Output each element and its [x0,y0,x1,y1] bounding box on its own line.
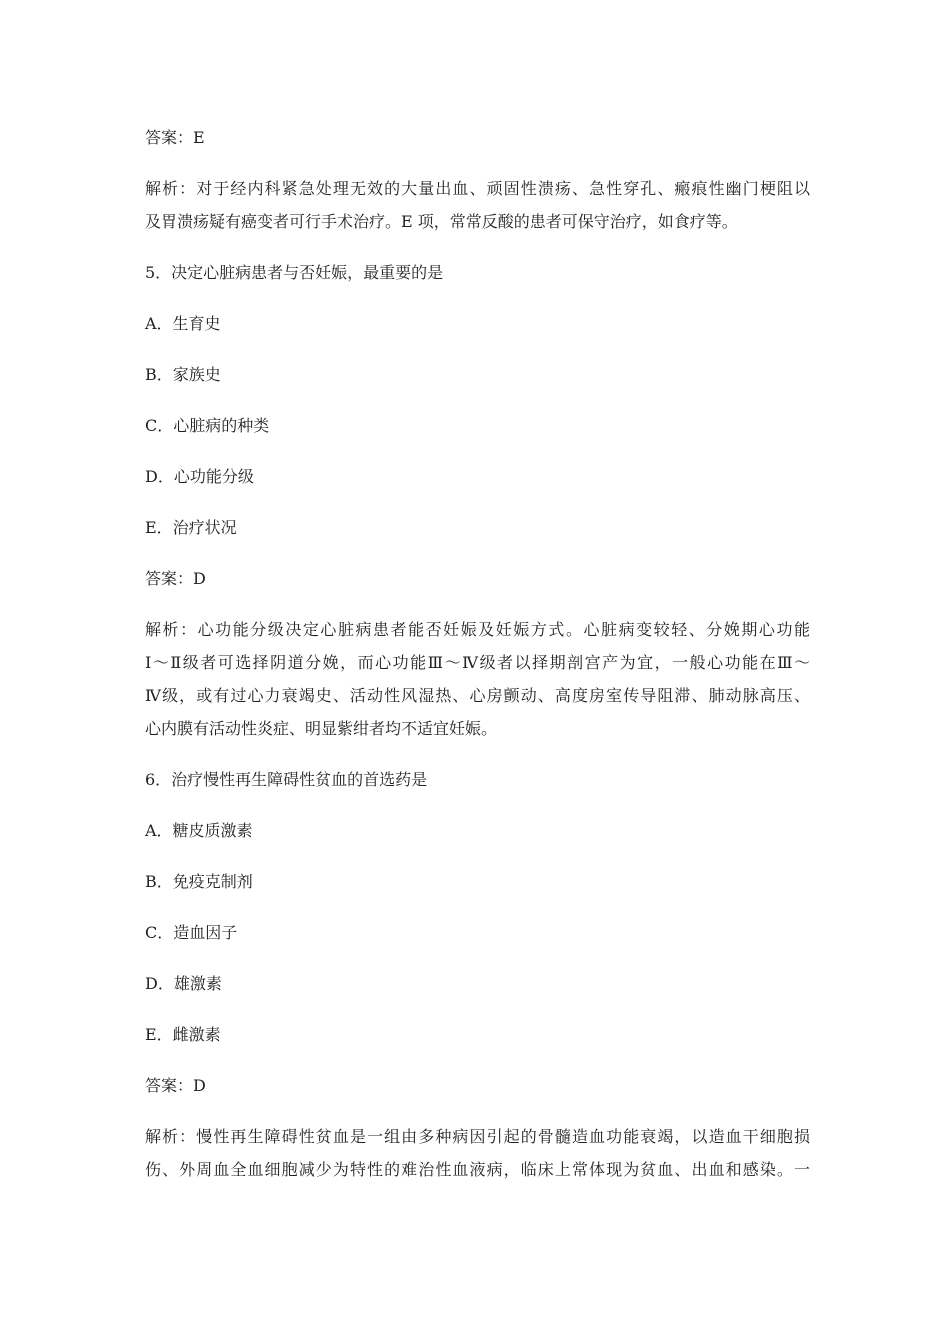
q6-analysis-line-1: 解析：慢性再生障碍性贫血是一组由多种病因引起的骨髓造血功能衰竭，以造血干细胞损 [145,1127,810,1146]
q5-option-e: E．治疗状况 [145,518,237,537]
q4-analysis-line-2: 及胃溃疡疑有癌变者可行手术治疗。E 项，常常反酸的患者可保守治疗，如食疗等。 [145,212,738,231]
q5-analysis-line-4: 心内膜有活动性炎症、明显紫绀者均不适宜妊娠。 [145,719,498,738]
q5-analysis [145,613,810,745]
q6-analysis-line-2: 伤、外周血全血细胞减少为特性的难治性血液病，临床上常体现为贫血、出血和感染。一 [145,1160,810,1179]
q5-analysis-line-2: Ⅰ～Ⅱ级者可选择阴道分娩，而心功能Ⅲ～Ⅳ级者以择期剖宫产为宜，一般心功能在Ⅲ～ [145,653,810,672]
q5-option-d: D．心功能分级 [145,467,254,486]
q5-analysis-line-1: 解析：心功能分级决定心脏病患者能否妊娠及妊娠方式。心脏病变较轻、分娩期心功能 [145,620,810,639]
q5-analysis-line-3: Ⅳ级，或有过心力衰竭史、活动性风湿热、心房颤动、高度房室传导阻滞、肺动脉高压、 [145,686,810,705]
q6-analysis [145,1120,810,1186]
q6-option-e: E．雌激素 [145,1025,221,1044]
q4-answer: 答案：E [145,128,205,147]
q5-option-b: B．家族史 [145,365,221,384]
q5-option-a: A．生育史 [145,314,221,333]
q6-question: 6．治疗慢性再生障碍性贫血的首选药是 [145,770,428,789]
q6-option-b: B．免疫克制剂 [145,872,253,891]
q6-option-c: C．造血因子 [145,923,238,942]
q4-analysis-line-1: 解析：对于经内科紧急处理无效的大量出血、顽固性溃疡、急性穿孔、瘢痕性幽门梗阻以 [145,179,810,198]
q5-question: 5．决定心脏病患者与否妊娠，最重要的是 [145,263,444,282]
q5-answer: 答案：D [145,569,206,588]
q4-analysis [145,172,810,238]
q6-option-d: D．雄激素 [145,974,222,993]
document-body [145,121,810,1204]
q6-option-a: A．糖皮质激素 [145,821,253,840]
q6-answer: 答案：D [145,1076,206,1095]
q5-option-c: C．心脏病的种类 [145,416,270,435]
